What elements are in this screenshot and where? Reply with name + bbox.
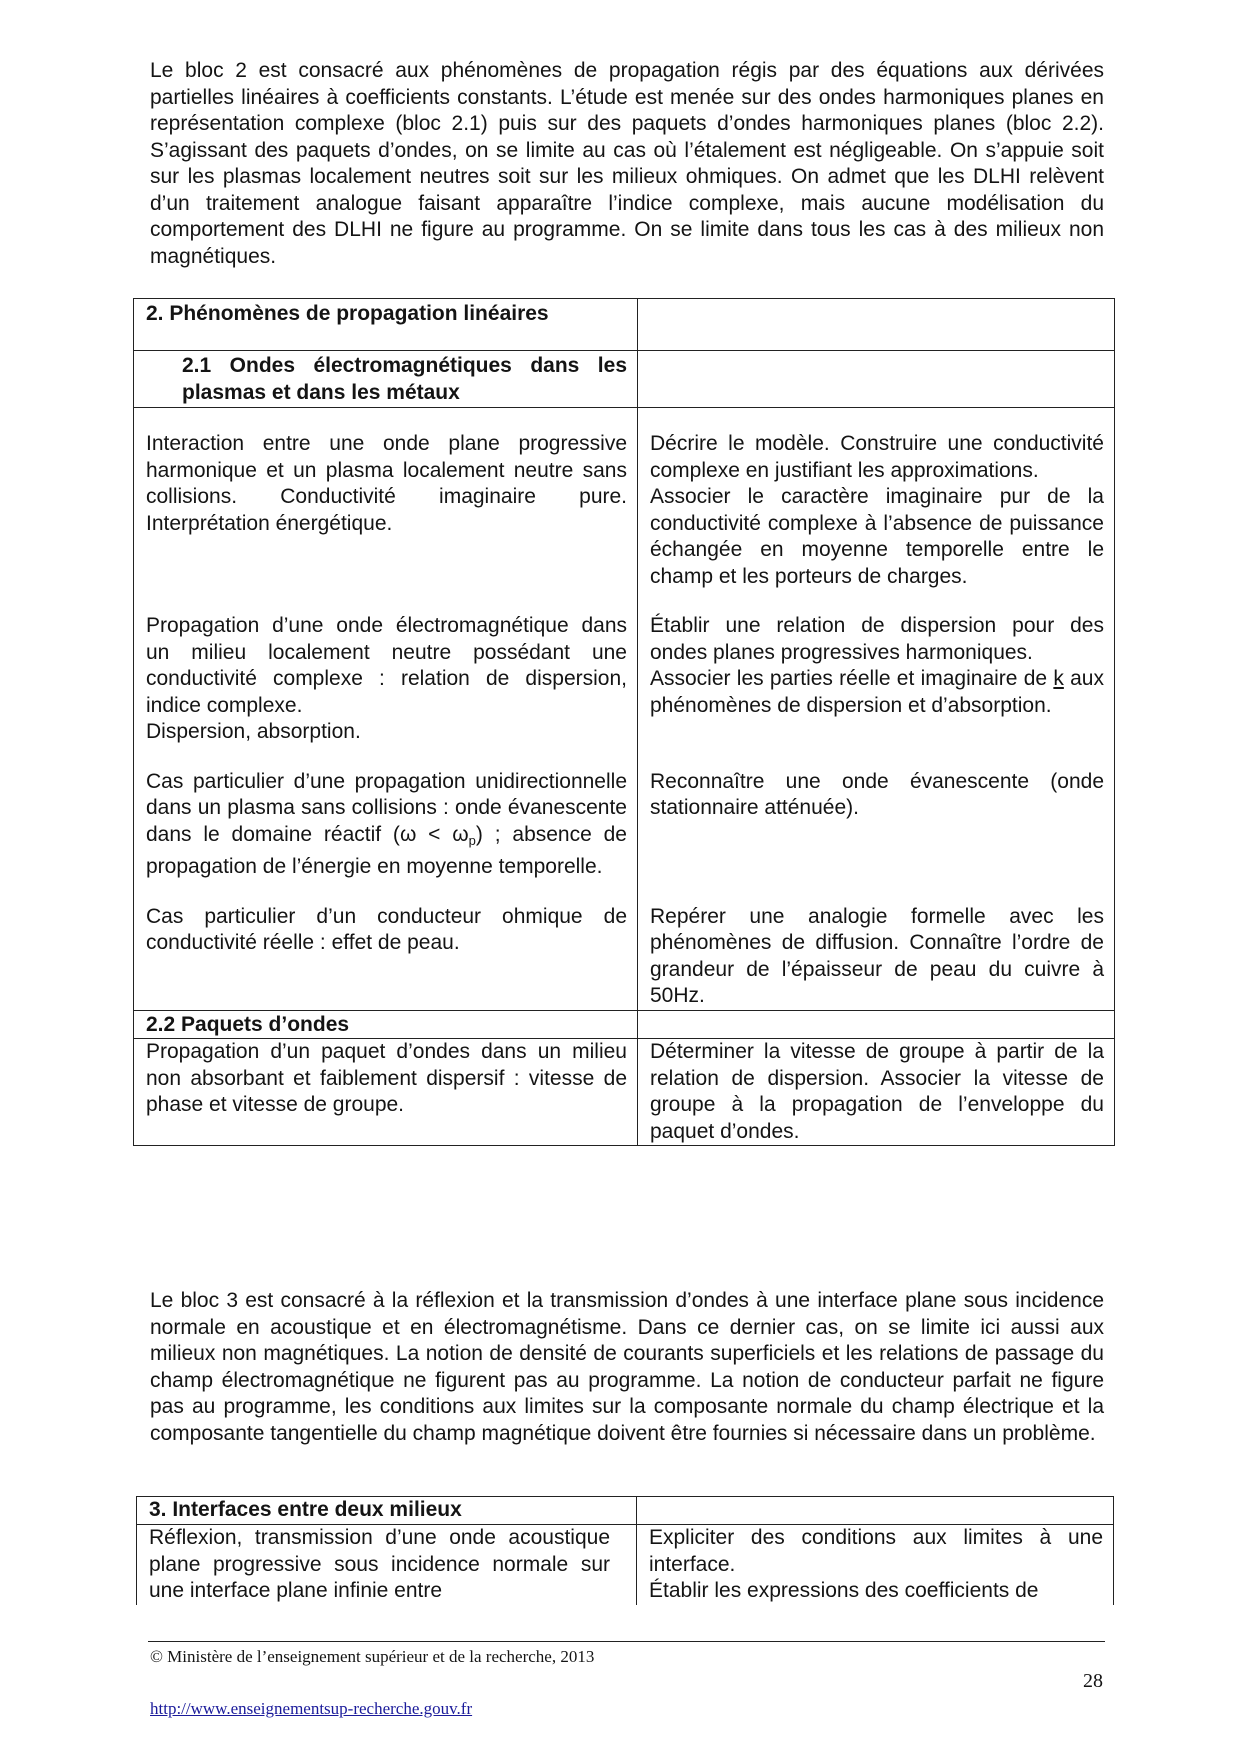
notion-effet-de-peau: Cas particulier d’un conducteur ohmique de conductivité réelle : effet de peau. <box>134 904 638 1011</box>
section-2-empty-cell <box>638 299 1115 351</box>
capacite-plasma-interaction <box>638 431 1115 590</box>
capacite-text: Associer les parties réelle et imaginaire de k aux phénomènes de dispersion et d’absorption. <box>650 667 1104 717</box>
omega-p-symbol: $\omega_p$ <box>452 822 476 848</box>
footer-url-link[interactable]: http://www.enseignementsup-recherche.gouv.fr <box>150 1699 473 1718</box>
subsection-2-1-title: 2.1 Ondes électromagnétiques dans les plasmas et dans les métaux <box>134 351 638 408</box>
capacite-paquet-ondes: Déterminer la vitesse de groupe à partir de la relation de dispersion. Associer la vitesse de groupe à la propagation de l’enveloppe du paquet d’ondes. <box>638 1039 1115 1146</box>
section-3-empty-cell <box>637 1497 1114 1525</box>
notion-text: Propagation d’une onde électromagnétique dans un milieu localement neutre possédant une conductivité complexe : relation de dispersion, indice complexe. <box>146 614 627 717</box>
capacite-text: Établir les expressions des coefficients de <box>649 1579 1039 1602</box>
intro-bloc-2: Le bloc 2 est consacré aux phénomènes de propagation régis par des équations aux dérivées partielles linéaires à coefficients constants. L’étude est menée sur des ondes harmoniques planes en représentation complexe (bloc 2.1) puis sur des paquets d’ondes harmoniques planes (bloc 2.2). S’agissant des paquets d’ondes, on se limite au cas où l’étalement est négligeable. On s’appuie soit sur les plasmas localement neutres soit sur les milieux ohmiques. On admet que les DLHI relèvent d’un traitement analogue faisant apparaître l’indice complexe, mais aucune modélisation du comportement des DLHI ne figure au programme. On se limite dans tous les cas à des milieux non magnétiques. <box>150 59 1104 268</box>
intro-bloc-3: Le bloc 3 est consacré à la réflexion et la transmission d’ondes à une interface plane sous incidence normale en acoustique et en électromagnétisme. Dans ce dernier cas, on se limite ici aussi aux milieux non magnétiques. La notion de densité de courants superficiels et les relations de passage du champ électromagnétique ne figurent pas au programme. La notion de conducteur parfait ne figure pas au programme, les conditions aux limites sur la composante normale du champ électrique et la composante tangentielle du champ magnétique doivent être fournies si nécessaire dans un problème. <box>150 1289 1104 1445</box>
k-symbol: k <box>1053 667 1064 690</box>
program-table-section-3 <box>136 1496 1114 1605</box>
omega-symbol: ω <box>399 822 417 846</box>
capacite-text: Décrire le modèle. Construire une conductivité complexe en justifiant les approximations. <box>650 432 1104 482</box>
capacite-text: Établir une relation de dispersion pour des ondes planes progressives harmoniques. <box>650 614 1104 664</box>
capacite-propagation-conductivite <box>638 613 1115 746</box>
program-table-section-2 <box>133 298 1115 1146</box>
notion-onde-evanescente: Cas particulier d’une propagation unidirectionnelle dans un plasma sans collisions : onde évanescente dans le domaine réactif $(\omega < \omega_p)$ ; absence de propagation de l’énergie en moyenne temporelle. <box>134 769 638 881</box>
subsection-2-1-empty-cell <box>638 351 1115 408</box>
subsection-2-2-empty-cell <box>638 1010 1115 1039</box>
notion-paquet-ondes: Propagation d’un paquet d’ondes dans un milieu non absorbant et faiblement dispersif : vitesse de phase et vitesse de groupe. <box>134 1039 638 1146</box>
capacite-text: Associer le caractère imaginaire pur de la conductivité complexe à l’absence de puissance échangée en moyenne temporelle entre le champ et les porteurs de charges. <box>650 485 1104 588</box>
notion-text: Dispersion, absorption. <box>146 720 361 743</box>
notion-plasma-interaction: Interaction entre une onde plane progressive harmonique et un plasma localement neutre sans collisions. Conductivité imaginaire pure. Interprétation énergétique. <box>134 431 638 590</box>
section-3-title: 3. Interfaces entre deux milieux <box>137 1497 637 1525</box>
footer-divider <box>148 1641 1105 1642</box>
capacite-text: Expliciter des conditions aux limites à une interface. <box>649 1526 1103 1576</box>
subsection-2-2-title: 2.2 Paquets d’ondes <box>134 1010 638 1039</box>
notion-propagation-conductivite <box>134 613 638 746</box>
notion-reflexion-transmission: Réflexion, transmission d’une onde acoustique plane progressive sous incidence normale sur une interface plane infinie entre <box>137 1525 637 1605</box>
capacite-onde-evanescente: Reconnaître une onde évanescente (onde stationnaire atténuée). <box>638 769 1115 881</box>
footer-copyright: © Ministère de l’enseignement supérieur et de la recherche, 2013 <box>150 1647 595 1666</box>
page-number: 28 <box>1083 1670 1103 1692</box>
capacite-effet-de-peau: Repérer une analogie formelle avec les phénomènes de diffusion. Connaître l’ordre de grandeur de l’épaisseur de peau du cuivre à 50Hz. <box>638 904 1115 1011</box>
section-2-title: 2. Phénomènes de propagation linéaires <box>134 299 638 351</box>
capacite-reflexion-transmission <box>637 1525 1114 1605</box>
